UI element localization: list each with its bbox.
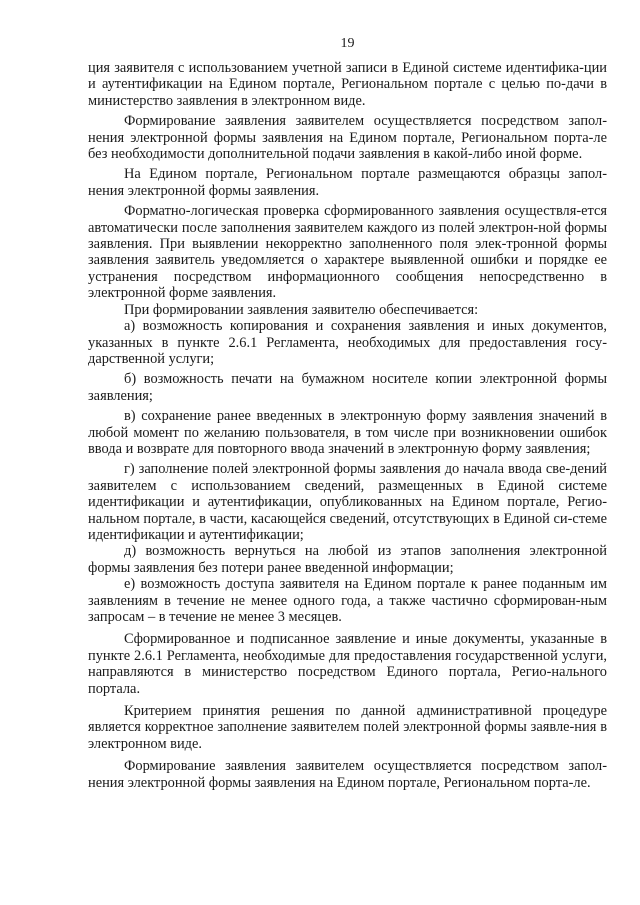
list-item: б) возможность печати на бумажном носителе копии электронной формы заявления; [88,371,607,404]
document-body [88,60,607,791]
list-item: в) сохранение ранее введенных в электронную форму заявления значений в любой момент по желанию пользователя, в том числе при возникновении ошибок ввода и возврате для повторного ввода значений в электронную форму заявления; [88,408,607,457]
paragraph: При формировании заявления заявителю обеспечивается: [124,301,479,318]
page-number: 19 [340,36,355,51]
paragraph: Критерием принятия решения по данной административной процедуре является корректное заполнение заявителем полей электронной формы заявле-ния в электронном виде. [88,703,607,752]
paragraph: Сформированное и подписанное заявление и иные документы, указанные в пункте 2.6.1 Регламента, необходимые для предоставления государственной услуги, направляются в министерство посредством Единого портала, Регио-нального портала. [88,631,607,697]
list-item: г) заполнение полей электронной формы заявления до начала ввода све-дений заявителем с использованием сведений, размещенных в Единой системе идентификации и аутентификации, опубликованных на Едином портале, Регио-нальном портале, в части, касающейся сведений, отсутствующих в Единой си-стеме идентификации и аутентификации; [88,461,607,543]
list-item: а) возможность копирования и сохранения заявления и иных документов, указанных в пункте 2.6.1 Регламента, необходимых для предоставления госу-дарственной услуги; [88,318,607,367]
list-item: д) возможность вернуться на любой из этапов заполнения электронной формы заявления без потери ранее введенной информации; [88,543,607,576]
list-item: е) возможность доступа заявителя на Едином портале к ранее поданным им заявлениям в течение не менее одного года, а также частично сформирован-ным запросам – в течение не менее 3 месяцев. [88,576,607,625]
paragraph: На Едином портале, Региональном портале размещаются образцы запол-нения электронной формы заявления. [88,166,607,199]
paragraph: Формирование заявления заявителем осуществляется посредством запол-нения электронной формы заявления на Едином портале, Региональном порта-ле. [88,758,607,791]
paragraph: Формирование заявления заявителем осуществляется посредством запол-нения электронной формы заявления на Едином портале, Региональном порта-ле без необходимости дополнительной подачи заявления в какой-либо иной форме. [88,113,607,163]
paragraph: Форматно-логическая проверка сформированного заявления осуществля-ется автоматически после заполнения заявителем каждого из полей электрон-ной формы заявления. При выявлении некорректно заполненного поля элек-тронной формы заявления заявитель уведомляется о характере выявленной ошибки и порядке ее устранения посредством информационного сообщения непосредственно в электронной форме заявления. [88,203,607,302]
paragraph: ция заявителя с использованием учетной записи в Единой системе идентифика-ции и аутентификации на Едином портале, Региональном портале с целью по-дачи в министерство заявления в электронном виде. [88,60,607,109]
